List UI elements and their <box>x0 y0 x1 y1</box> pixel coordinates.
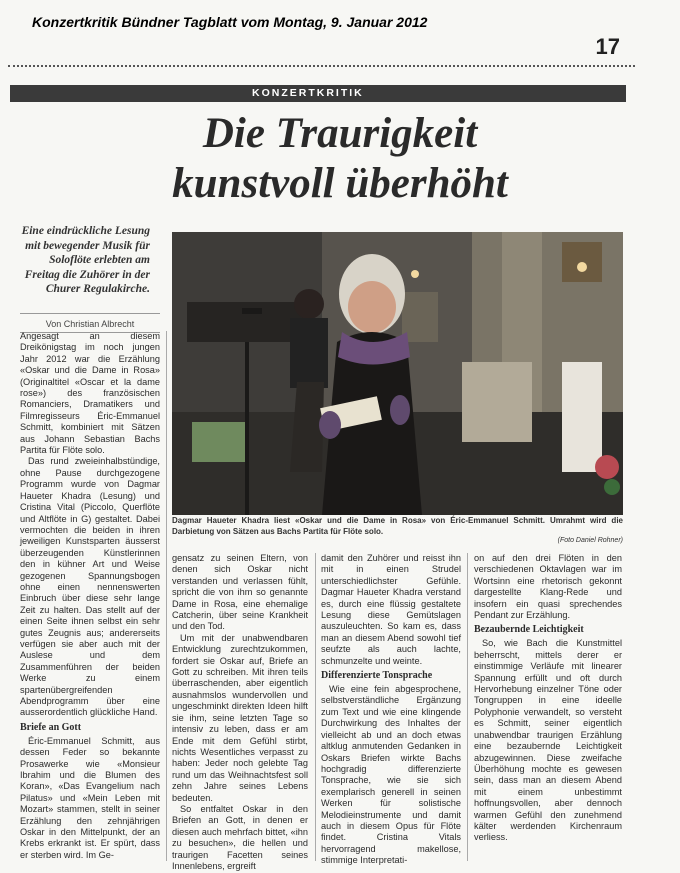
column-divider <box>166 331 167 861</box>
page-number: 17 <box>595 34 620 59</box>
clipping-title: Konzertkritik Bündner Tagblatt vom Montag, 9. Januar 2012 <box>32 14 428 30</box>
subheading: Briefe an Gott <box>20 721 82 733</box>
paragraph: Éric-Emmanuel Schmitt, aus dessen Feder so bekannte Prosawerke wie «Monsieur Ibrahim und die Blumen des Koran», «Das Evangelium nach Pilatus» und «Mein Leben mit Mozart» stammen, stellt in seiner Erzählung den zehnjährigen Oskar in den Mittelpunkt, der an Krebs erkrankt ist. Er spürt, dass er sterben wird. Im Ge- <box>20 735 160 860</box>
article-column-1 <box>20 331 160 861</box>
headline-line-2: kunstvoll überhöht <box>172 160 508 207</box>
paragraph: Angesagt an diesem Dreikönigstag im noch jungen Jahr 2012 war die Erzählung «Oskar und die Dame in Rosa» (Originaltitel «Oscar et la dame rose») des französischen Romanciers, Dramatikers und Filmregisseurs Éric-Emmanuel Schmitt, kombiniert mit Sätzen aus Johann Sebastian Bachs Partita für Flöte solo. <box>20 331 160 456</box>
paragraph: on auf den drei Flöten in den verschiedenen Oktavlagen war im Wortsinn eine rhetorisch gekonnt dargestellte Klang-Rede und insofern ein quasi sprechendes Pendant zur Erzählung. <box>474 553 622 621</box>
headline-line-1: Die Traurigkeit <box>202 110 478 157</box>
paragraph: Das rund zweieinhalbstündige, ohne Pause durchgezogene Programm wurde von Dagmar Haueter Khadra (Lesung) und Cristina Vital (Piccolo, Querflöte und Altflöte in G) gestaltet. Dabei vermochten die beiden in ihren jeweiligen Kunstsparten äusserst überzeugenden Künstlerinnen den in kühner Art und Weise gezogenen Spannungsbogen ohne einen nennenswerten Einbruch über diese sehr lange Zeit zu halten. Das stellt auf der einen Seite ihnen selbst ein sehr gutes Zeugnis aus; andererseits verfügen sie aber auch mit der Auslese und dem Zusammenführen der beiden Werke zu einem spartenübergreifenden Abendprogramm über eine ausserordentlich glückliche Hand. <box>20 456 160 718</box>
concert-photo <box>172 232 623 515</box>
subheading: Differenzierte Tonsprache <box>321 670 433 682</box>
byline-rule-top <box>20 313 160 314</box>
photo-caption: Dagmar Haueter Khadra liest «Oskar und die Dame in Rosa» von Éric-Emmanuel Schmitt. Umrahmt wird die Darbietung von Sätzen aus Bachs Partita für Flöte solo. <box>172 516 623 536</box>
paragraph: Wie eine fein abgesprochene, selbstverständliche Ergänzung zum Text und wie eine klingende Durchwirkung des Inhaltes der vielleicht ab und an doch etwas altklug anmutenden Gedanken in Oskars Briefen wirkte Bachs hochgradig differenzierte Tonsprache, wie sie sich exemplarisch generell in seinen Werken für solistische Melodieinstrumente und damit auch in diesem Opus für Flöte findet. Cristina Vitals hervorragend makellose, stimmige Interpretati- <box>321 684 461 866</box>
article-column-2 <box>172 553 308 872</box>
column-divider <box>315 553 316 861</box>
photo-credit: (Foto Daniel Rohner) <box>557 537 623 544</box>
article-column-4 <box>474 553 622 844</box>
article-column-3 <box>321 553 461 867</box>
section-label: KONZERTKRITIK <box>242 85 374 102</box>
section-bar <box>10 85 626 102</box>
paragraph: So, wie Bach die Kunstmittel beherrscht, mittels derer er einstimmige Verläufe mit linearer Spannung erfüllt und oft durch Hervorhebung einzelner Töne oder Tongruppen in eine ideelle Polyphonie verwandelt, so versteht es Schmitt, seiner eigentlich unabwendbar traurigen Erzählung eine bezaubernde Leichtigkeit abzugewinnen. Diese zweifache Überhöhung mochte es gewesen sein, dass man an diesem Abend mit einem unbestimmt hoffnungsvollen, aber dennoch warmen Gefühl den zunehmend kälter werdenden Kirchenraum verliess. <box>474 638 622 843</box>
column-divider <box>467 553 468 861</box>
subheading: Bezaubernde Leichtigkeit <box>474 624 584 636</box>
paragraph: So entfaltet Oskar in den Briefen an Gott, in denen er diesen auch mehrfach bittet, «ihn zu besuchen», die hellen und traurigen Facetten seines Innenlebens, ergreift <box>172 803 308 871</box>
paragraph: gensatz zu seinen Eltern, von denen sich Oskar nicht verstanden und verlassen fühlt, spricht die von ihm so genannte Dame in Rosa, eine ehemalige Catcherin, über seine Krankheit und den Tod. <box>172 553 308 632</box>
byline: Von Christian Albrecht <box>45 319 135 329</box>
lead-paragraph: Eine eindrückliche Lesung mit bewegender Musik für Soloflöte erlebten am Freitag die Zuhörer in der Churer Regulakirche. <box>21 225 150 296</box>
dotted-divider <box>8 65 635 67</box>
paragraph: damit den Zuhörer und reisst ihn mit in einen Strudel unterschiedlichster Gefühle. Dagmar Haueter Khadra verstand es, durch eine flüssig gestaltete Lesung diese Gemütslagen auszuleuchten. So kam es, dass man an diesem Abend sowohl tief seufzte als auch lachte, schmunzelte und weinte. <box>321 553 461 666</box>
paragraph: Um mit der unabwendbaren Entwicklung zurechtzukommen, fordert sie Oskar auf, Briefe an Gott zu schreiben. Mit ihren teils überraschenden, aber eigentlich ausnahmslos wundervollen und ungeschminkt direkten Ideen hilft sie ihm, seine letzten Tage so intensiv zu leben, dass er am Ende mit dem Gefühl stirbt, nichts Wesentliches verpasst zu haben: Jeder noch gelebte Tag rund um das Weihnachtsfest soll zehn Jahre seines Lebens bedeuten. <box>172 632 308 803</box>
